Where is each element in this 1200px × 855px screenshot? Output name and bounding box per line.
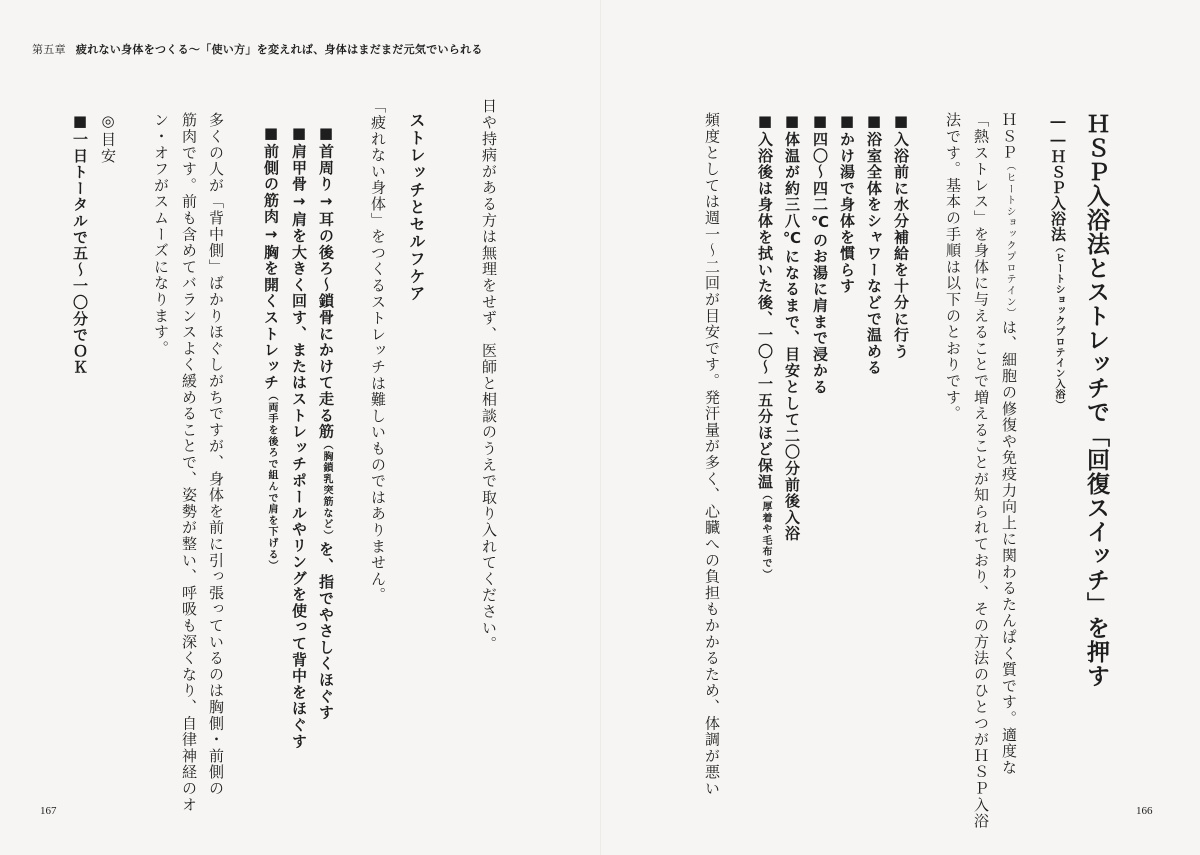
body-line-1: 多くの人が「背中側」ばかりほぐしがちですが、身体を前に引っ張っているのは胸側・前側の <box>207 112 225 797</box>
guide-label: ◎目安 <box>99 112 117 164</box>
intro-line-2: 「熱ストレス」を身体に与えることで増えることが知られており、その方法のひとつがＨＳＰ入浴 <box>972 112 990 830</box>
frequency-line-1: 頻度としては週一〜二回が目安です。発汗量が多く、心臓への負担もかかるため、体調が悪い <box>703 112 721 797</box>
stretch-intro: 「疲れない身体」をつくるストレッチは難しいものではありません。 <box>369 98 387 604</box>
step-item: ■浴室全体をシャワーなどで温める <box>865 112 883 376</box>
stretch-item-text: ■首周り→耳の後ろ〜鎖骨にかけて走る筋 <box>317 124 335 440</box>
page-number-right: 166 <box>1136 805 1153 817</box>
intro-hsp: ＨＳＰ <box>1000 112 1018 161</box>
chapter-title: 疲れない身体をつくる <box>75 43 189 56</box>
chapter-subtitle: 〜「使い方」を変えれば、身体はまだまだ元気でいられる <box>188 43 483 56</box>
section-heading-hsp: ＨＳＰ入浴法とストレッチで「回復スイッチ」を押す <box>1083 112 1110 688</box>
section-subheading-hsp <box>1050 112 1066 410</box>
step-item: ■体温が約三八℃になるまで、目安として二〇分前後入浴 <box>783 112 801 542</box>
step-item: ■かけ湯で身体を慣らす <box>838 112 856 295</box>
step-item-note: （厚着や毛布で） <box>760 489 771 581</box>
spread-gutter <box>600 0 601 855</box>
running-head <box>32 41 483 57</box>
step-item: ■入浴前に水分補給を十分に行う <box>892 112 910 360</box>
stretch-item <box>263 124 279 572</box>
body-line-3: ン・オフがスムーズになります。 <box>152 112 170 357</box>
intro-hsp-reading: （ヒートショックプロテイン） <box>1004 160 1015 320</box>
intro-line-1-rest: は、細胞の修復や免疫力向上に関わるたんぱく質です。適度な <box>1000 319 1018 776</box>
stretch-item-text-end: を、指でやさしくほぐす <box>317 541 335 721</box>
intro-line-3: 法です。基本の手順は以下のとおりです。 <box>944 112 962 422</box>
stretch-item-note: （胸鎖乳突筋など） <box>321 439 332 542</box>
subheading-paren: （ヒートショックプロテイン入浴） <box>1053 242 1064 410</box>
frequency-line-2: 日や持病がある方は無理をせず、医師と相談のうえで取り入れてください。 <box>480 98 498 653</box>
stretch-item: ■肩甲骨→肩を大きく回す、またはストレッチポールやリングを使って背中をほぐす <box>290 124 308 750</box>
page-number-left: 167 <box>40 805 57 817</box>
intro-line-1 <box>1001 112 1017 776</box>
guide-item: ■一日トータルで五〜一〇分でＯＫ <box>71 112 89 376</box>
step-item: ■四〇〜四二℃のお湯に肩まで浸かる <box>811 112 829 396</box>
stretch-item-text: ■前側の筋肉→胸を開くストレッチ <box>262 124 280 391</box>
step-item-text: ■入浴後は身体を拭いた後、一〇〜一五分ほど保温 <box>756 112 774 490</box>
step-item <box>757 112 773 580</box>
subheading-main: ――ＨＳＰ入浴法 <box>1049 112 1067 242</box>
stretch-item-note: （両手を後ろで組んで肩を下げる） <box>266 390 277 572</box>
stretch-item <box>318 124 334 721</box>
section-heading-stretch: ストレッチとセルフケア <box>407 112 426 303</box>
body-line-2: 筋肉です。前も含めてバランスよく緩めることで、姿勢が整い、呼吸も深くなり、自律神経のオ <box>180 112 198 813</box>
chapter-label: 第五章 <box>32 43 66 56</box>
